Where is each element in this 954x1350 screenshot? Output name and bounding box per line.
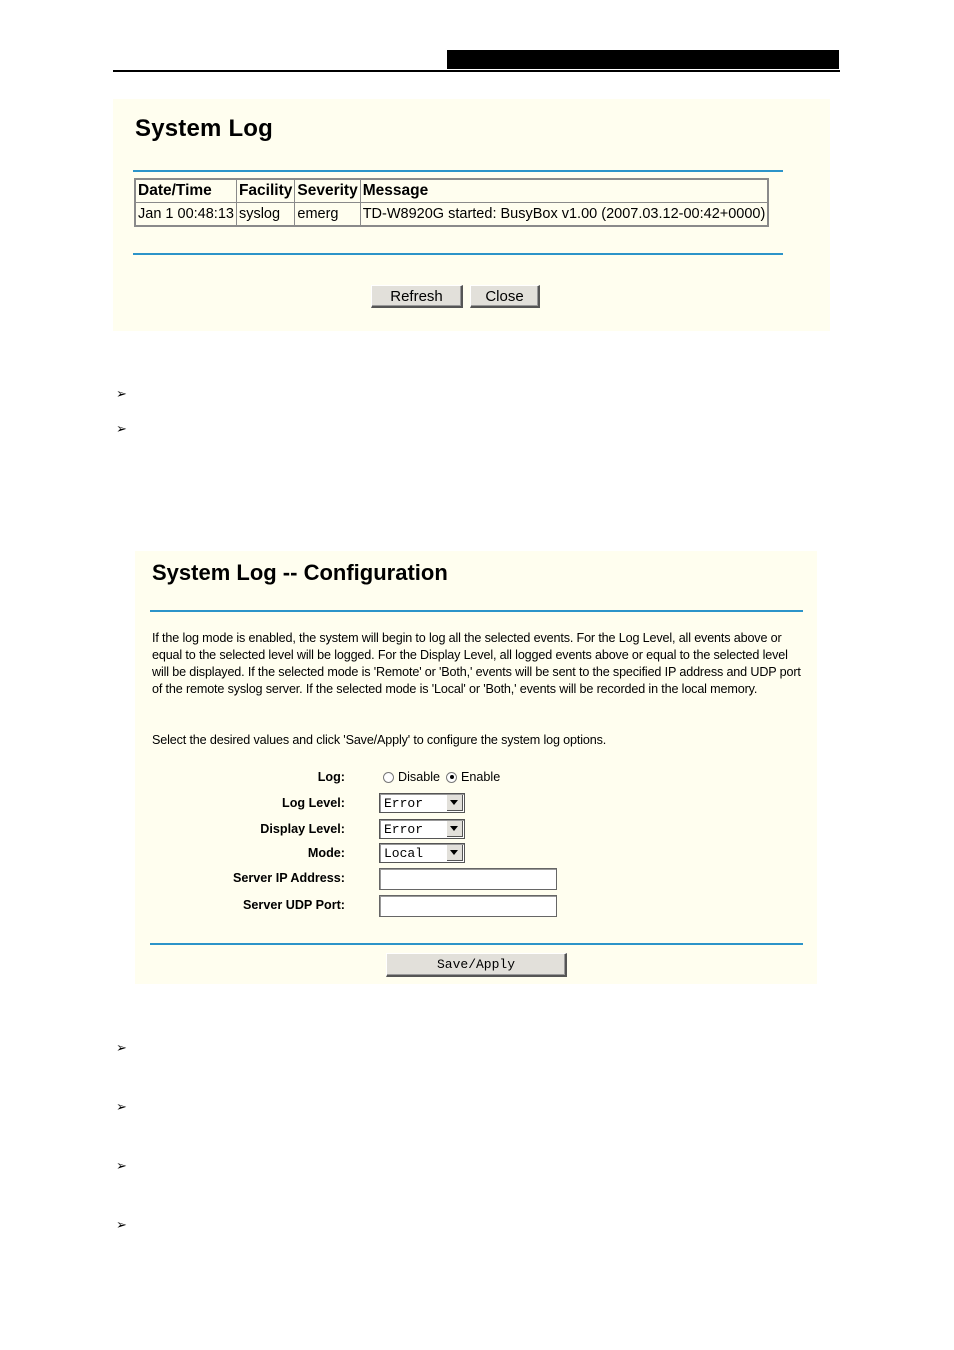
log-level-label: Log Level:: [282, 796, 345, 810]
mode-value: Local: [384, 846, 424, 861]
mode-select[interactable]: [379, 843, 465, 863]
config-instruction: Select the desired values and click 'Save/Apply' to configure the system log options.: [152, 733, 607, 747]
config-description: If the log mode is enabled, the system will begin to log all the selected events. For the Log Level, all events above or equal to the selected level will be logged. For the Display Level, all logged events above or equal to the selected level will be displayed. If the selected mode is 'Remote' or 'Both,' events will be sent to the specified IP address and UDP port of the remote syslog server. If the selected mode is 'Local' or 'Both,' events will be recorded in the local memory.: [152, 631, 801, 696]
log-label: Log:: [317, 770, 345, 784]
bullet-arrow-icon: ➢: [116, 421, 127, 436]
display-level-select[interactable]: [379, 819, 465, 839]
column-header: Severity: [295, 180, 360, 203]
server-port-input[interactable]: [379, 895, 557, 917]
divider: [133, 170, 783, 172]
log-disable-radio[interactable]: [383, 772, 394, 783]
bullet-arrow-icon: ➢: [116, 1217, 127, 1232]
bullet-arrow-icon: ➢: [116, 1040, 127, 1055]
chevron-down-icon[interactable]: [447, 795, 463, 811]
display-level-label: Display Level:: [260, 822, 345, 836]
page-title: System Log: [135, 115, 274, 142]
log-disable-label: Disable: [398, 770, 440, 784]
close-button[interactable]: Close: [470, 285, 540, 308]
divider: [150, 610, 803, 612]
column-header: Facility: [236, 180, 294, 203]
log-enable-radio[interactable]: [446, 772, 457, 783]
system-log-panel: [113, 99, 830, 331]
log-level-select[interactable]: [379, 793, 465, 813]
log-table: [135, 179, 768, 226]
log-mode-radio-group: [383, 770, 500, 784]
bullet-arrow-icon: ➢: [116, 386, 127, 401]
chevron-down-icon[interactable]: [447, 845, 463, 861]
column-header: Message: [360, 180, 768, 203]
column-header: Date/Time: [136, 180, 237, 203]
config-title: System Log -- Configuration: [152, 560, 448, 585]
table-row: [136, 203, 768, 226]
cell-facility: syslog: [236, 203, 294, 226]
header-rule: [113, 70, 840, 72]
log-level-value: Error: [384, 796, 424, 811]
save-apply-button[interactable]: Save/Apply: [386, 953, 567, 977]
server-port-label: Server UDP Port:: [243, 898, 345, 912]
cell-message: TD-W8920G started: BusyBox v1.00 (2007.03.12-00:42+0000): [360, 203, 768, 226]
chevron-down-icon[interactable]: [447, 821, 463, 837]
divider: [133, 253, 783, 255]
table-header-row: [136, 180, 768, 203]
server-ip-label: Server IP Address:: [232, 871, 345, 885]
server-ip-input[interactable]: [379, 868, 557, 890]
cell-datetime: Jan 1 00:48:13: [136, 203, 237, 226]
divider: [150, 943, 803, 945]
bullet-arrow-icon: ➢: [116, 1158, 127, 1173]
cell-severity: emerg: [295, 203, 360, 226]
log-enable-label: Enable: [461, 770, 501, 784]
bullet-arrow-icon: ➢: [116, 1099, 127, 1114]
header-bar: [447, 50, 839, 69]
mode-label: Mode:: [307, 846, 345, 860]
display-level-value: Error: [384, 822, 424, 837]
log-config-panel: [135, 551, 817, 984]
refresh-button[interactable]: Refresh: [371, 285, 463, 308]
